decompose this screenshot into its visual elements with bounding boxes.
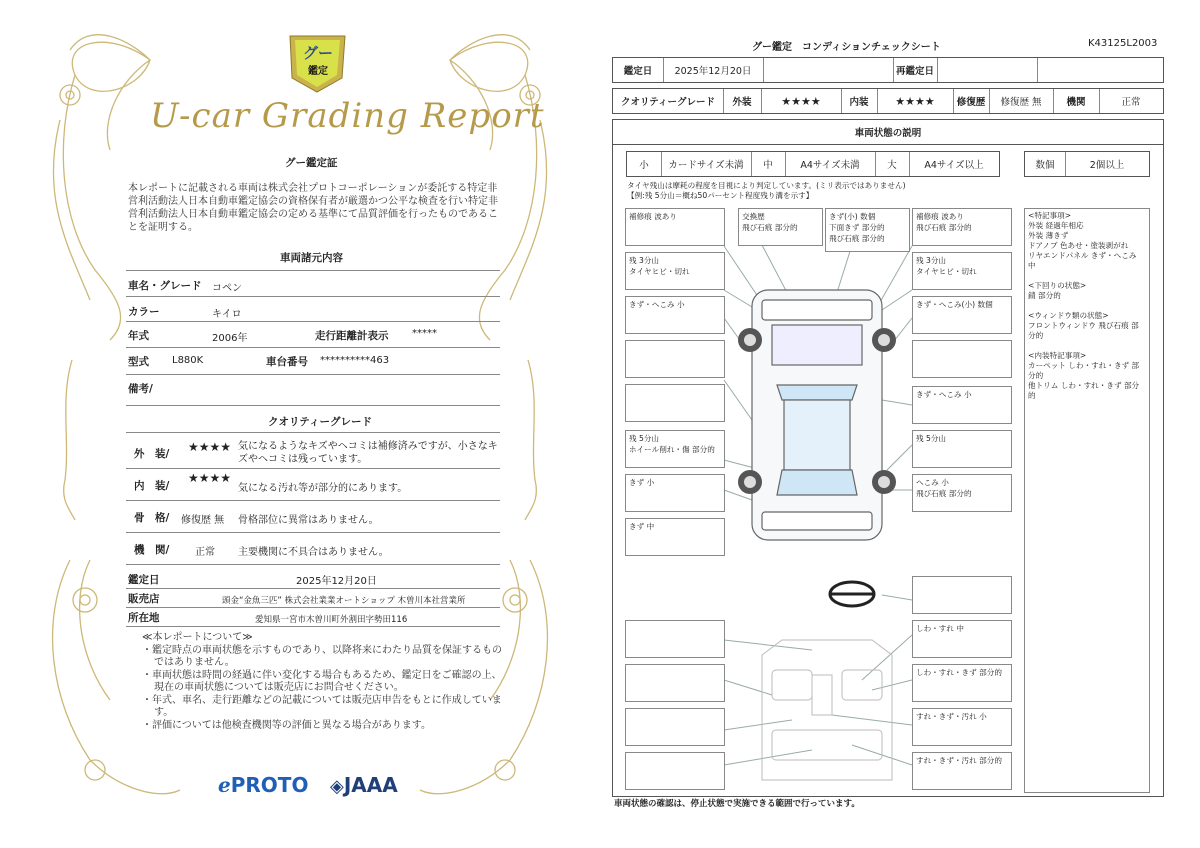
int-right-box-3: しわ・すれ・きず 部分的: [912, 664, 1012, 702]
frame-value: 修復歴 無: [181, 515, 225, 526]
engine-value: 正常: [195, 547, 215, 558]
int-left-box-4: [625, 752, 725, 790]
date-value: 2025年12月20日: [674, 66, 752, 77]
tire-note-1: タイヤ残山は摩耗の程度を目視により判定しています。(ミリ表示ではありません): [627, 181, 906, 190]
right-box-5: きず・へこみ 小: [912, 386, 1012, 424]
ext-stars: ★★★★: [781, 94, 821, 108]
model-label: 型式: [128, 356, 149, 368]
int-left-box-1: [625, 620, 725, 658]
badge-top-text: グー: [302, 44, 333, 62]
interior-text: 気になる汚れ等が部分的にあります。: [238, 483, 408, 494]
engine-text: 主要機関に不具合はありません。: [238, 547, 389, 558]
top-box-2: きず(小) 数個 下面きず 部分的 飛び石痕 部分的: [825, 208, 910, 252]
address-value: 愛知県一宮市木曽川町外割田字勢田116: [255, 615, 408, 625]
exterior-text: 気になるようなキズやヘコミは補修済みですが、小さなキズやヘコミは残っています。: [238, 441, 498, 465]
remarks-label: 備考/: [128, 383, 153, 395]
tire-note-2: 【例:残 5分山＝概ね50パーセント程度残り溝を示す】: [627, 191, 814, 200]
color-label: カラー: [128, 306, 160, 318]
interior-stars: ★★★★: [188, 471, 232, 485]
spec-title: 車両諸元内容: [280, 252, 343, 264]
left-box-4: [625, 340, 725, 378]
int-stars: ★★★★: [895, 94, 935, 108]
date-row: [612, 57, 1164, 83]
left-box-7: きず 小: [625, 474, 725, 512]
engine-label: 機関: [1066, 97, 1086, 108]
left-box-1: 補修痕 波あり: [625, 208, 725, 246]
engine-label: 機 関/: [134, 544, 170, 556]
quality-title: クオリティーグレード: [268, 416, 372, 428]
quality-row: [612, 88, 1164, 114]
dealer-label: 販売店: [128, 593, 160, 605]
count-value: 2個以上: [1089, 160, 1125, 171]
int-left-box-2: [625, 664, 725, 702]
date-label: 鑑定日: [623, 66, 653, 77]
exterior-label: 外 装/: [134, 448, 170, 460]
report-title: U-car Grading Report: [150, 96, 545, 136]
note-item: ・車両状態は時間の経過に伴い変化する場合もあるため、鑑定日をご確認の上、現在の車両状態については販売店にお問合せください。: [142, 669, 502, 693]
cert-title: グー鑑定証: [285, 157, 338, 169]
cond-title: 車両状態の説明: [613, 120, 1163, 145]
dealer-value: 頭金“金魚三匹” 株式会社業業オートショップ 木曽川本社営業所: [222, 596, 466, 606]
mileage-value: *****: [412, 328, 437, 339]
count-legend: [1024, 151, 1150, 177]
right-box-2: 残 3分山 タイヤヒビ・切れ: [912, 252, 1012, 290]
remarks-box: <特記事項> 外装 経過年相応 外装 薄きず ドアノブ 色あせ・塗装剥がれ リヤエンドパネル きず・へこみ 中 <下回りの状態> 錆 部分的 <ウィンドウ類の状態> フロントウィンドウ 飛び石痕 部分的 <内装特記事項> カーペット しわ・すれ・きず 部分的 他トリム しわ・すれ・きず 部分的: [1024, 208, 1150, 793]
left-box-2: 残 3分山 タイヤヒビ・切れ: [625, 252, 725, 290]
size-medium-desc: A4サイズ未満: [800, 160, 860, 171]
left-box-6: 残 5分山 ホイール削れ・傷 部分的: [625, 430, 725, 468]
address-label: 所在地: [128, 612, 160, 624]
right-box-1: 補修痕 波あり 飛び石痕 部分的: [912, 208, 1012, 246]
chassis-label: 車台番号: [266, 356, 308, 368]
int-left-box-3: [625, 708, 725, 746]
proto-logo: ℯPROTO: [218, 773, 309, 797]
redate-label: 再鑑定日: [895, 66, 934, 77]
right-box-3: きず・へこみ(小) 数個: [912, 296, 1012, 334]
int-label: 内装: [849, 97, 869, 108]
engine-value: 正常: [1121, 97, 1141, 108]
year-value: 2006年: [212, 333, 248, 344]
exterior-stars: ★★★★: [188, 440, 232, 454]
left-box-5: [625, 384, 725, 422]
int-right-box-4: すれ・きず・汚れ 小: [912, 708, 1012, 746]
left-box-3: きず・へこみ 小: [625, 296, 725, 334]
size-small: 小: [639, 160, 649, 171]
interior-label: 内 装/: [134, 480, 170, 492]
mileage-label: 走行距離計表示: [315, 330, 389, 342]
proto-mark-icon: ℯ: [218, 773, 231, 797]
right-box-7: へこみ 小 飛び石痕 部分的: [912, 474, 1012, 512]
int-right-box-5: すれ・きず・汚れ 部分的: [912, 752, 1012, 790]
car-name-value: コペン: [212, 283, 242, 294]
size-small-desc: カードサイズ未満: [668, 160, 744, 171]
repair-value: 修復歴 無: [1000, 97, 1042, 108]
size-legend: [626, 151, 1000, 177]
count-label: 数個: [1035, 160, 1055, 171]
left-box-8: きず 中: [625, 518, 725, 556]
report-notes: [142, 632, 502, 732]
size-medium: 中: [763, 160, 773, 171]
note-item: ・鑑定時点の車両状態を示すものであり、以降将来にわたり品質を保証するものではありません。: [142, 644, 502, 668]
frame-label: 骨 格/: [134, 512, 170, 524]
qg-label: クオリティーグレード: [620, 97, 716, 108]
int-right-box-2: しわ・すれ 中: [912, 620, 1012, 658]
size-large: 大: [887, 160, 897, 171]
note-item: ・年式、車名、走行距離などの記載については販売店申告をもとに作成しています。: [142, 694, 502, 718]
badge-bottom-text: 鑑定: [308, 66, 328, 77]
car-name-label: 車名・グレード: [128, 280, 202, 292]
note-item: ・評価については他検査機関等の評価と異なる場合があります。: [142, 719, 431, 731]
right-box-4: [912, 340, 1012, 378]
int-right-box-1: [912, 576, 1012, 614]
frame-text: 骨格部位に異常はありません。: [238, 515, 379, 526]
intro-text: 本レポートに記載される車両は株式会社プロトコーポレーションが委託する特定非営利活動法人日本自動車鑑定協会の資格保有者が厳選かつ公平な検査を行い特定非営利活動法人日本自動車鑑定協会の定める基準にて品質評価を行ったものであることを証明する。: [128, 183, 498, 233]
date-value: 2025年12月20日: [296, 576, 377, 587]
date-label: 鑑定日: [128, 574, 160, 586]
sheet-title: グー鑑定 コンディションチェックシート: [752, 42, 941, 53]
year-label: 年式: [128, 330, 149, 342]
steering-wheel-icon: [830, 582, 874, 606]
right-box-6: 残 5分山: [912, 430, 1012, 468]
size-large-desc: A4サイズ以上: [924, 160, 984, 171]
ext-label: 外装: [732, 97, 752, 108]
jaaa-logo: ◈JAAA: [330, 773, 398, 797]
jaaa-mark-icon: ◈: [330, 776, 344, 797]
footer-note: 車両状態の確認は、停止状態で実施できる範囲で行っています。: [614, 799, 860, 809]
chassis-value: **********463: [320, 355, 390, 366]
model-value: L880K: [172, 355, 204, 366]
color-value: キイロ: [212, 309, 242, 320]
repair-label: 修復歴: [956, 97, 986, 108]
sheet-id: K43125L2003: [1088, 38, 1158, 49]
top-box-1: 交換歴 飛び石痕 部分的: [738, 208, 823, 246]
notes-title: ≪本レポートについて≫: [142, 632, 253, 643]
